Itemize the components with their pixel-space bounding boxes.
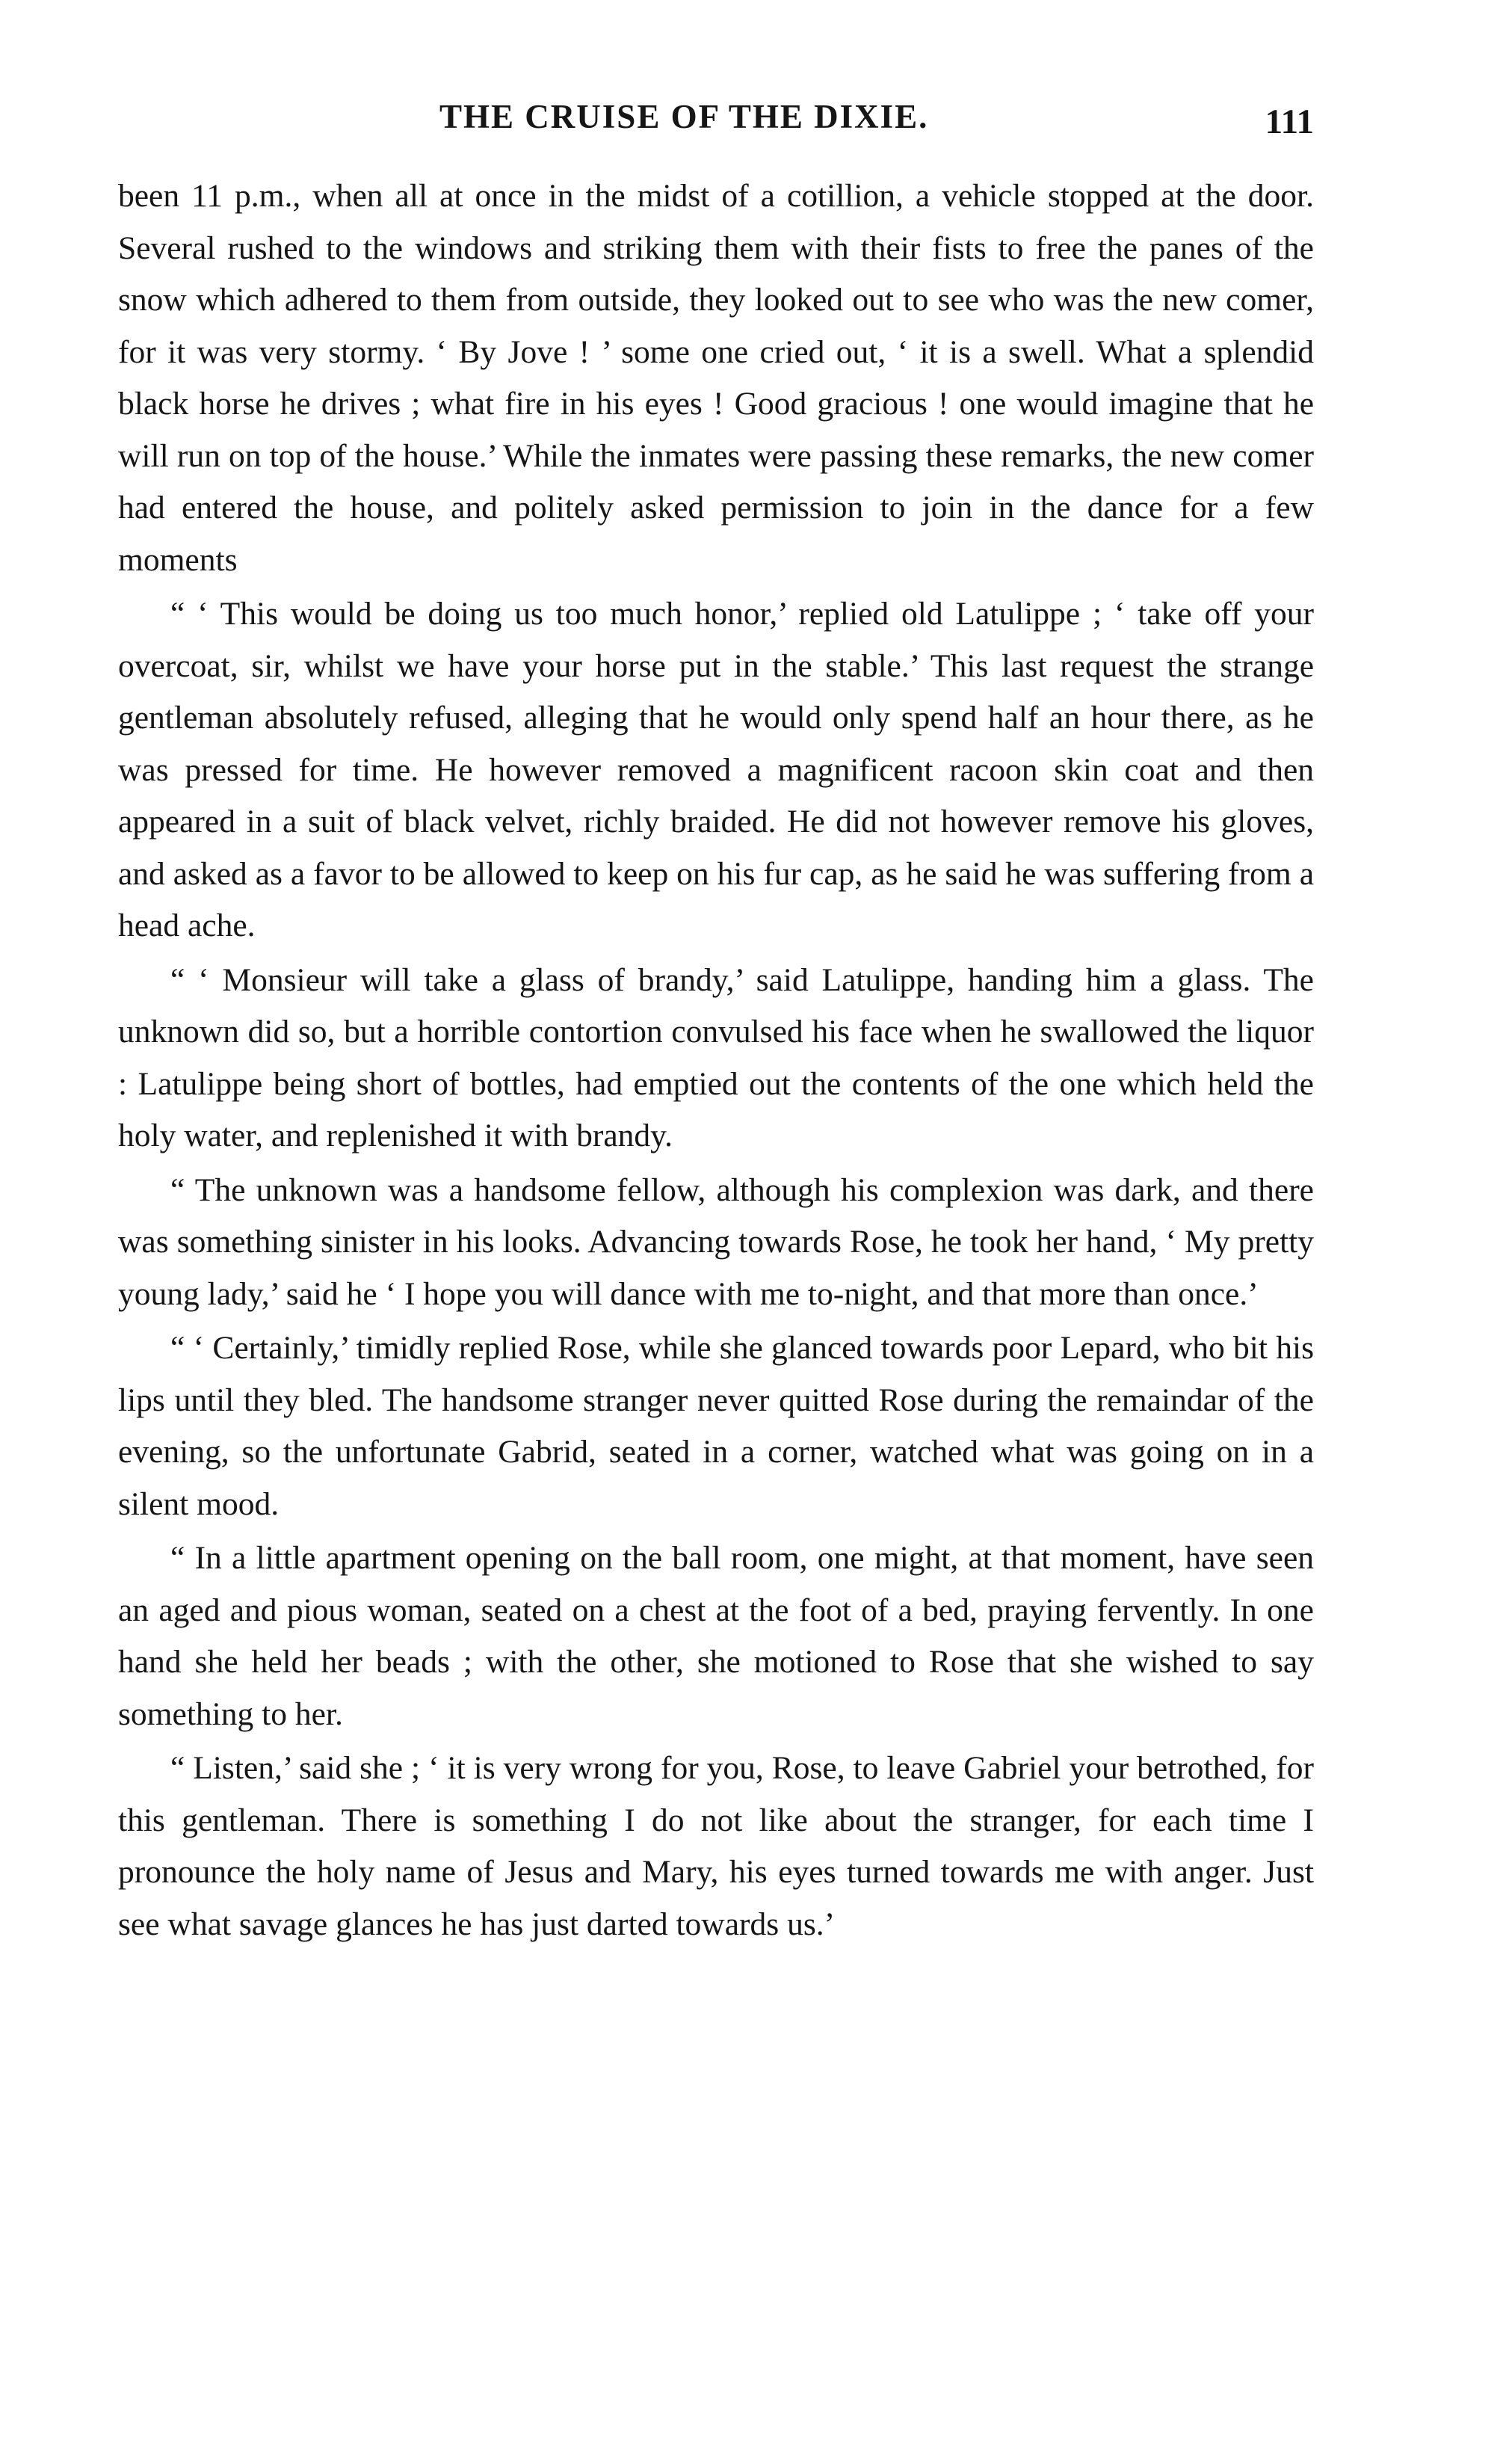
- paragraph: been 11 p.m., when all at once in the midst of a cotillion, a vehicle stopped at the door. Several rushed to the windows and striking them with their fists to free the panes of the snow which adhered to them from outside, they looked out to see who was the new comer, for it was very stormy. ‘ By Jove ! ’ some one cried out, ‘ it is a swell. What a splendid black horse he drives ; what fire in his eyes ! Good gracious ! one would imagine that he will run on top of the house.’ While the inmates were passing these remarks, the new comer had entered the house, and politely asked permission to join in the dance for a few moments: [118, 178, 1314, 578]
- paragraph: “ ‘ Monsieur will take a glass of brandy,’ said Latulippe, handing him a glass. The unknown did so, but a horrible contortion convulsed his face when he swallowed the liquor : Latulippe being short of bottles, had emptied out the contents of the one which held the holy water, and replenished it with brandy.: [118, 961, 1314, 1154]
- running-head: [118, 97, 1314, 164]
- book-page: [118, 97, 1314, 2415]
- paragraph: “ ‘ Certainly,’ timidly replied Rose, while she glanced towards poor Lepard, who bit his lips until they bled. The handsome stranger never quitted Rose during the remaindar of the evening, so the unfortunate Gabrid, seated in a corner, watched what was going on in a silent mood.: [118, 1330, 1314, 1522]
- paragraph: “ Listen,’ said she ; ‘ it is very wrong for you, Rose, to leave Gabriel your betrothed, for this gentleman. There is something I do not like about the stranger, for each time I pronounce the holy name of Jesus and Mary, his eyes turned towards me with anger. Just see what savage glances he has just darted towards us.’: [118, 1750, 1314, 1942]
- paragraph: “ ‘ This would be doing us too much honor,’ replied old Latulippe ; ‘ take off your overcoat, sir, whilst we have your horse put in the stable.’ This last request the strange gentleman absolutely refused, alleging that he would only spend half an hour there, as he was pressed for time. He however removed a magnificent racoon skin coat and then appeared in a suit of black velvet, richly braided. He did not however remove his gloves, and asked as a favor to be allowed to keep on his fur cap, as he said he was suffering from a head ache.: [118, 596, 1314, 943]
- running-title: THE CRUISE OF THE DIXIE.: [439, 98, 929, 135]
- paragraph: “ In a little apartment opening on the ball room, one might, at that moment, have seen an aged and pious woman, seated on a chest at the foot of a bed, praying fervently. In one hand she held her beads ; with the other, she motioned to Rose that she wished to say something to her.: [118, 1540, 1314, 1732]
- page-number: 111: [1265, 102, 1314, 141]
- paragraph: “ The unknown was a handsome fellow, although his complexion was dark, and there was something sinister in his looks. Advancing towards Rose, he took her hand, ‘ My pretty young lady,’ said he ‘ I hope you will dance with me to-night, and that more than once.’: [118, 1171, 1314, 1312]
- body-text: [118, 170, 1314, 1953]
